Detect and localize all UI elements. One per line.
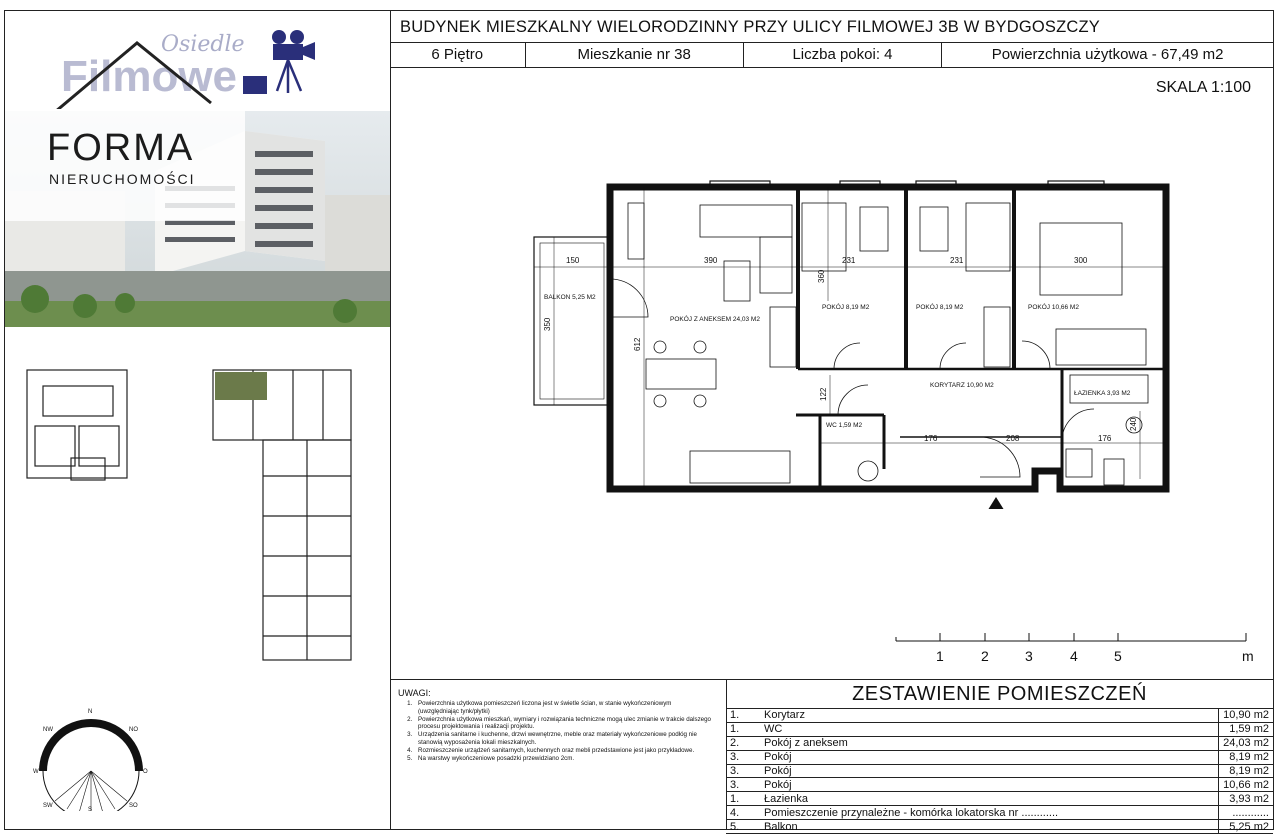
- compass-no: NO: [129, 727, 138, 733]
- row-number: 3.: [726, 778, 760, 792]
- compass-sw: SW: [43, 803, 53, 809]
- apartment-info-row: [390, 43, 1273, 68]
- row-name: Balkon: [760, 820, 1219, 834]
- dim-612: 612: [633, 337, 642, 351]
- table-row: [726, 778, 1273, 792]
- logo-name: Filmowe: [61, 52, 238, 101]
- left-panel: [5, 11, 391, 829]
- row-number: 1.: [726, 709, 760, 722]
- scale-tick-2: 2: [981, 648, 989, 664]
- osiedle-filmowe-logo: [5, 11, 390, 109]
- row-area: 1,59 m2: [1219, 722, 1274, 736]
- usable-area-cell: Powierzchnia użytkowa - 67,49 m2: [991, 46, 1224, 63]
- row-area: 10,66 m2: [1219, 778, 1274, 792]
- camera-icon: [272, 30, 315, 93]
- floor-plan: [520, 179, 1176, 509]
- row-name: Pokój z aneksem: [760, 736, 1219, 750]
- rooms-count-cell: Liczba pokoi: 4: [744, 43, 942, 67]
- row-area: 10,90 m2: [1219, 709, 1274, 722]
- note-item: 4. Rozmieszczenie urządzeń sanitarnych, kuchennych oraz mebli przedstawione jest jako przykładowe.: [414, 747, 714, 755]
- row-name: Pomieszczenie przynależne - komórka lokatorska nr ............: [760, 806, 1219, 820]
- dim-176-a: 176: [924, 434, 938, 443]
- drawing-scale: SKALA 1:100: [1155, 79, 1251, 96]
- dim-150: 150: [566, 256, 580, 265]
- label-room-3: POKÓJ 10,66 M2: [1028, 304, 1079, 311]
- row-area: 8,19 m2: [1219, 764, 1274, 778]
- table-row: [726, 806, 1273, 820]
- label-balcony: BALKON 5,25 M2: [544, 294, 596, 301]
- dim-360: 360: [817, 269, 826, 283]
- compass-rose: [31, 701, 151, 811]
- note-item: 5. Na warstwy wykończeniowe posadzki przewidziano 2cm.: [414, 755, 714, 763]
- dim-390: 390: [704, 256, 718, 265]
- dim-240: 240: [1129, 417, 1138, 431]
- apartment-number-cell: Mieszkanie nr 38: [526, 43, 744, 67]
- row-area: 8,19 m2: [1219, 750, 1274, 764]
- row-name: Pokój: [760, 778, 1219, 792]
- notes-section: [390, 679, 727, 830]
- row-area: 5,25 m2: [1219, 820, 1274, 834]
- row-number: 1.: [726, 722, 760, 736]
- scale-tick-4: 4: [1070, 648, 1078, 664]
- compass-so: SO: [129, 803, 138, 809]
- dim-231-b: 231: [950, 256, 964, 265]
- row-area: ............: [1219, 806, 1274, 820]
- document-title: BUDYNEK MIESZKALNY WIELORODZINNY PRZY ULICY FILMOWEJ 3B W BYDGOSZCZY: [390, 11, 1273, 43]
- scale-tick-5: 5: [1114, 648, 1122, 664]
- table-row: [726, 736, 1273, 750]
- row-area: 24,03 m2: [1219, 736, 1274, 750]
- document-sheet: [4, 10, 1274, 833]
- row-name: Pokój: [760, 750, 1219, 764]
- floor-cell: 6 Piętro: [390, 43, 526, 67]
- scale-bar: [890, 631, 1260, 671]
- forma-brand-name: FORMA: [47, 127, 195, 169]
- note-item: 2. Powierzchnia użytkowa mieszkań, wymiary i rozwiązania techniczne mogą ulec zmianie w trakcie dalszego procesu projektowania i realizacji projektu.: [414, 716, 714, 732]
- row-number: 1.: [726, 792, 760, 806]
- dim-176-b: 176: [1098, 434, 1112, 443]
- note-item: 1. Powierzchnia użytkowa pomieszczeń liczona jest w świetle ścian, w stanie wykończeniowym (uwzględniając tynk/płytki): [414, 700, 714, 716]
- table-row: [726, 750, 1273, 764]
- room-schedule-table: [726, 709, 1273, 834]
- table-row: [726, 764, 1273, 778]
- scale-tick-1: 1: [936, 648, 944, 664]
- compass-s: S: [88, 807, 93, 811]
- notes-list: [390, 700, 714, 762]
- dim-208: 208: [1006, 434, 1020, 443]
- building-key-plan: [23, 366, 353, 666]
- entrance-arrow-icon: [986, 497, 1006, 509]
- compass-nw: NW: [43, 727, 53, 733]
- room-schedule: [726, 679, 1273, 833]
- label-corridor: KORYTARZ 10,90 M2: [930, 382, 994, 389]
- table-row: [726, 722, 1273, 736]
- label-room-1: POKÓJ 8,19 M2: [822, 304, 870, 311]
- dim-122: 122: [819, 387, 828, 401]
- label-bathroom: ŁAZIENKA 3,93 M2: [1074, 390, 1131, 397]
- scale-unit: m: [1242, 648, 1254, 664]
- dim-300: 300: [1074, 256, 1088, 265]
- dim-350: 350: [543, 317, 552, 331]
- row-name: Pokój: [760, 764, 1219, 778]
- table-row: [726, 792, 1273, 806]
- compass-w: W: [33, 769, 39, 775]
- table-row: [726, 709, 1273, 722]
- row-area: 3,93 m2: [1219, 792, 1274, 806]
- table-row: [726, 820, 1273, 834]
- compass-o: O: [143, 769, 148, 775]
- label-wc: WC 1,59 M2: [826, 422, 863, 429]
- row-number: 5.: [726, 820, 760, 834]
- compass-n: N: [88, 709, 93, 715]
- row-number: 4.: [726, 806, 760, 820]
- dim-231-a: 231: [842, 256, 856, 265]
- right-panel: [390, 11, 1273, 833]
- logo-script: Osiedle: [161, 32, 245, 57]
- label-room-2: POKÓJ 8,19 M2: [916, 304, 964, 311]
- row-number: 2.: [726, 736, 760, 750]
- scale-tick-3: 3: [1025, 648, 1033, 664]
- row-name: WC: [760, 722, 1219, 736]
- forma-brand-subtitle: NIERUCHOMOŚCI: [49, 171, 196, 187]
- label-living-room: POKÓJ Z ANEKSEM 24,03 M2: [670, 316, 760, 323]
- row-name: Korytarz: [760, 709, 1219, 722]
- notes-heading: UWAGI:: [398, 688, 431, 698]
- row-number: 3.: [726, 750, 760, 764]
- room-schedule-title: ZESTAWIENIE POMIESZCZEŃ: [726, 680, 1273, 709]
- row-name: Łazienka: [760, 792, 1219, 806]
- apartment-highlight: [215, 372, 267, 400]
- note-item: 3. Urządzenia sanitarne i kuchenne, drzwi wewnętrzne, meble oraz materiały wykończeniowe podłóg nie stanowią wyposażenia lokali mieszkalnych.: [414, 731, 714, 747]
- row-number: 3.: [726, 764, 760, 778]
